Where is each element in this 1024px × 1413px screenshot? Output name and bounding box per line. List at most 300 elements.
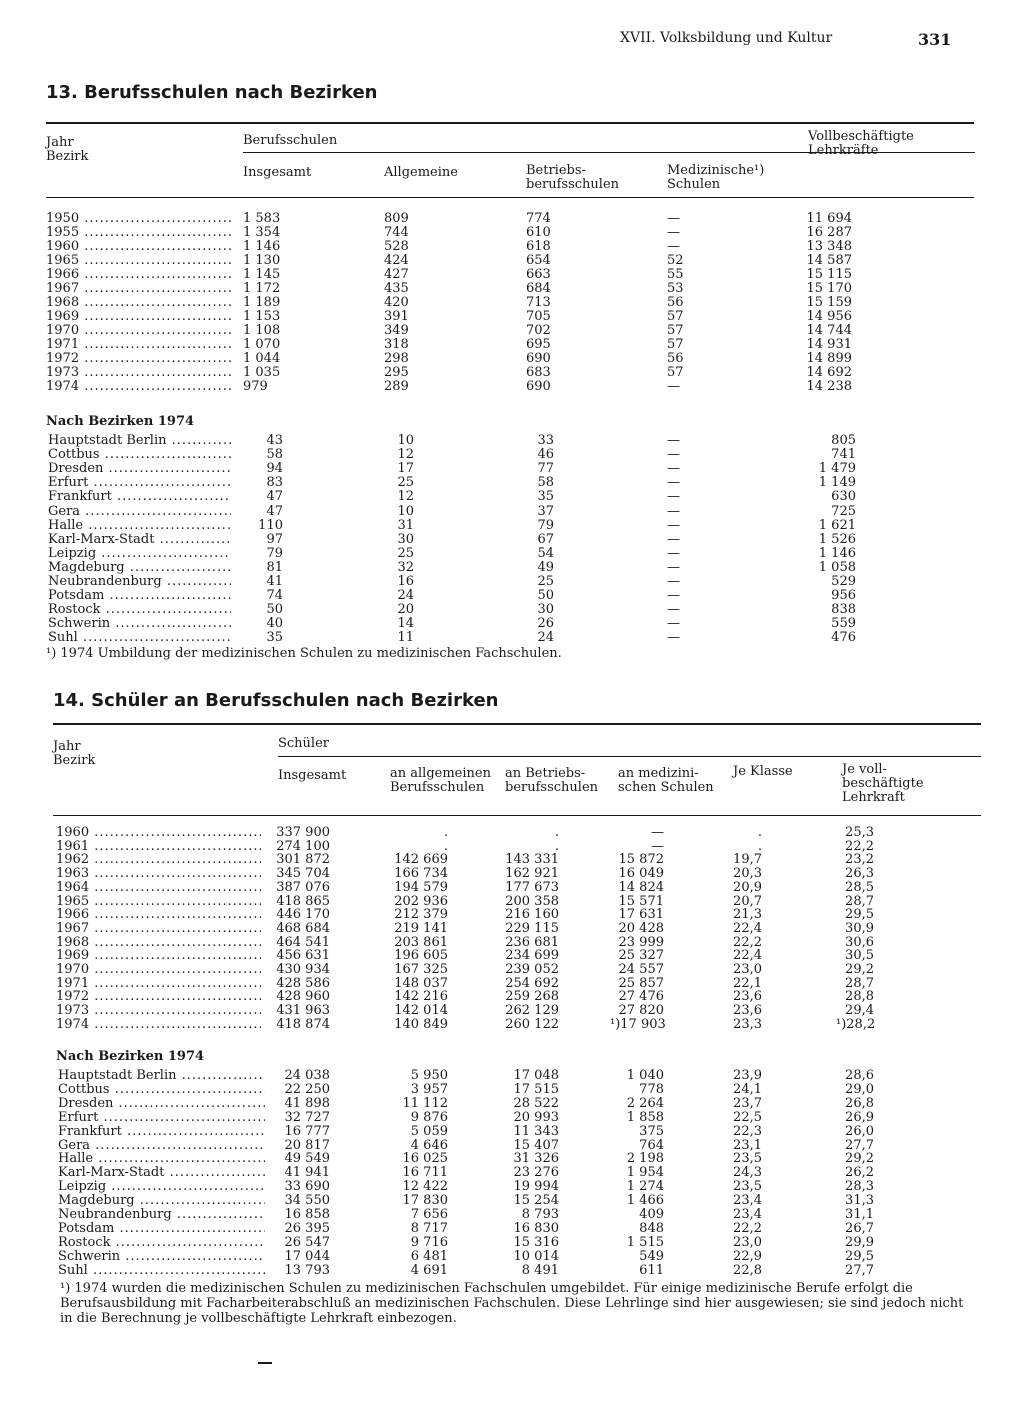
- table14-district-row: [0, 1139, 1024, 1153]
- table14-year-row: [0, 963, 1024, 977]
- table14-title: 14. Schüler an Berufsschulen nach Bezirken: [53, 690, 499, 711]
- table13-year-row: [0, 352, 1024, 366]
- cell-lehrkraft: 27,7: [845, 1262, 874, 1278]
- table13-year-row: [0, 338, 1024, 352]
- cell-betriebsberufsschulen: 50: [537, 588, 554, 604]
- cell-betriebs: 11 343: [513, 1123, 559, 1139]
- cell-insgesamt: 35: [266, 630, 283, 646]
- cell-betriebsberufsschulen: 49: [537, 559, 554, 575]
- row-label: 1963 .....: [56, 867, 261, 881]
- cell-insgesamt: 468 684: [276, 920, 330, 936]
- cell-lehrkraefte: 14 238: [806, 379, 852, 394]
- cell-klasse: 22,4: [733, 920, 762, 936]
- cell-lehrkraft: ¹)28,2: [836, 1016, 876, 1032]
- cell-lehrkraft: 31,1: [845, 1207, 874, 1222]
- cell-lehrkraefte: 630: [831, 489, 856, 505]
- row-label: 1969 .....: [56, 949, 261, 963]
- cell-allgemeine: 32: [397, 559, 414, 575]
- cell-klasse: 22,4: [733, 948, 762, 964]
- table14-header-medizin: an medizini- schen Schulen: [618, 766, 714, 795]
- table13-district-row: [0, 462, 1024, 476]
- table13-district-row: [0, 533, 1024, 547]
- cell-insgesamt: 13 793: [284, 1262, 330, 1278]
- cell-medizin: —: [651, 838, 664, 854]
- cell-klasse: 23,4: [733, 1193, 762, 1209]
- cell-insgesamt: 274 100: [276, 838, 330, 854]
- cell-medizin: 764: [639, 1137, 664, 1153]
- cell-allgemeine: 30: [397, 531, 414, 547]
- table14-district-row: [0, 1250, 1024, 1264]
- cell-klasse: 24,1: [733, 1081, 762, 1097]
- cell-lehrkraefte: 14 692: [806, 365, 852, 380]
- cell-klasse: 23,7: [733, 1095, 762, 1111]
- cell-lehrkraefte: 15 115: [806, 267, 852, 282]
- table14-district-row: [0, 1083, 1024, 1097]
- table13-district-row: [0, 547, 1024, 561]
- cell-medizin: 24 557: [618, 962, 664, 977]
- table13-subheading: Nach Bezirken 1974: [46, 414, 195, 429]
- cell-klasse: 22,5: [733, 1109, 762, 1125]
- cell-betriebsberufsschulen: 30: [537, 602, 554, 618]
- cell-medizin: 611: [639, 1262, 664, 1278]
- row-label: 1974 .....: [46, 380, 231, 394]
- row-label: 1965 .....: [56, 895, 261, 909]
- cell-lehrkraefte: 1 149: [818, 475, 856, 491]
- cell-medizinische: —: [667, 475, 680, 491]
- row-label: Rostock .....: [48, 603, 231, 617]
- cell-allgemein: 142 669: [394, 852, 448, 868]
- cell-lehrkraefte: 16 287: [806, 225, 852, 240]
- cell-medizinische: 56: [667, 351, 684, 366]
- cell-allgemeine: 424: [384, 253, 409, 268]
- row-label: Cottbus .....: [58, 1083, 265, 1097]
- cell-insgesamt: 464 541: [276, 934, 330, 950]
- table13-district-row: [0, 561, 1024, 575]
- cell-betriebs: 236 681: [505, 934, 559, 950]
- cell-medizin: 15 571: [618, 893, 664, 909]
- cell-medizinische: —: [667, 225, 680, 240]
- row-label: Schwerin .....: [48, 617, 231, 631]
- cell-allgemeine: 24: [397, 588, 414, 604]
- cell-lehrkraefte: 1 058: [818, 559, 856, 575]
- row-label: 1971 .....: [56, 977, 261, 991]
- row-label: 1965 .....: [46, 254, 231, 268]
- cell-lehrkraft: 28,8: [845, 989, 874, 1005]
- table13-year-row: [0, 268, 1024, 282]
- table14-district-row: [0, 1264, 1024, 1278]
- cell-allgemeine: 31: [397, 517, 414, 533]
- cell-lehrkraft: 26,8: [845, 1095, 874, 1111]
- cell-insgesamt: 26 547: [284, 1234, 330, 1250]
- cell-allgemeine: 349: [384, 323, 409, 338]
- cell-allgemeine: 10: [397, 433, 414, 448]
- cell-insgesamt: 34 550: [284, 1193, 330, 1209]
- cell-allgemein: 8 717: [410, 1220, 448, 1236]
- cell-insgesamt: 456 631: [276, 948, 330, 964]
- cell-insgesamt: 301 872: [276, 852, 330, 868]
- cell-medizinische: 55: [667, 267, 684, 282]
- cell-allgemein: 148 037: [394, 975, 448, 991]
- row-label: Suhl .....: [58, 1264, 265, 1278]
- cell-klasse: 23,6: [733, 989, 762, 1005]
- cell-medizin: 409: [639, 1207, 664, 1222]
- cell-allgemein: 142 216: [394, 989, 448, 1005]
- row-label: Cottbus .....: [48, 448, 231, 462]
- cell-insgesamt: 26 395: [284, 1220, 330, 1236]
- row-label: Magdeburg .....: [48, 561, 231, 575]
- cell-betriebsberufsschulen: 79: [537, 517, 554, 533]
- table13-title: 13. Berufsschulen nach Bezirken: [46, 82, 378, 103]
- cell-insgesamt: 418 874: [276, 1016, 330, 1032]
- cell-betriebsberufsschulen: 67: [537, 531, 554, 547]
- cell-allgemein: 12 422: [402, 1179, 448, 1195]
- cell-betriebsberufsschulen: 35: [537, 489, 554, 505]
- cell-medizin: 375: [639, 1123, 664, 1139]
- cell-insgesamt: 58: [266, 447, 283, 463]
- table13-year-row: [0, 254, 1024, 268]
- row-label: 1960 .....: [46, 240, 231, 254]
- row-label: 1964 .....: [56, 881, 261, 895]
- row-label: Neubrandenburg .....: [48, 575, 231, 589]
- cell-medizin: 2 264: [626, 1095, 664, 1111]
- table14-header-betriebs: an Betriebs- berufsschulen: [505, 766, 599, 795]
- cell-lehrkraft: 26,9: [845, 1109, 874, 1125]
- table14-district-row: [0, 1152, 1024, 1166]
- cell-insgesamt: 337 900: [276, 825, 330, 840]
- cell-allgemeine: 12: [397, 489, 414, 505]
- table14-year-row: [0, 1018, 1024, 1032]
- table14-district-row: [0, 1208, 1024, 1222]
- cell-insgesamt: 1 153: [243, 309, 281, 324]
- cell-betriebs: .: [554, 838, 559, 854]
- cell-betriebsberufsschulen: 25: [537, 574, 554, 589]
- row-label: Halle .....: [58, 1152, 265, 1166]
- cell-betriebsberufsschulen: 663: [526, 267, 551, 282]
- row-label: Potsdam .....: [48, 589, 231, 603]
- table14-district-row: [0, 1236, 1024, 1250]
- row-label: 1973 .....: [56, 1004, 261, 1018]
- cell-betriebs: 23 276: [513, 1165, 559, 1181]
- table13-district-row: [0, 603, 1024, 617]
- table13-footnote: ¹) 1974 Umbildung der medizinischen Schulen zu medizinischen Fachschulen.: [46, 646, 562, 661]
- cell-betriebsberufsschulen: 618: [526, 239, 551, 254]
- cell-medizin: 2 198: [626, 1151, 664, 1167]
- cell-medizinische: 56: [667, 295, 684, 310]
- table13-year-row: [0, 240, 1024, 254]
- cell-lehrkraft: 26,3: [845, 866, 874, 882]
- cell-medizin: 1 466: [626, 1193, 664, 1209]
- page-bottom-mark: [258, 1362, 272, 1364]
- cell-lehrkraefte: 14 899: [806, 351, 852, 366]
- row-label: Magdeburg .....: [58, 1194, 265, 1208]
- cell-medizin: 1 274: [626, 1179, 664, 1195]
- cell-medizin: —: [651, 825, 664, 840]
- table13-district-row: [0, 575, 1024, 589]
- cell-allgemeine: 528: [384, 239, 409, 254]
- row-label: Leipzig .....: [48, 547, 231, 561]
- cell-klasse: 22,9: [733, 1248, 762, 1264]
- row-label: 1955 .....: [46, 226, 231, 240]
- cell-insgesamt: 16 858: [284, 1207, 330, 1222]
- cell-betriebs: 15 407: [513, 1137, 559, 1153]
- cell-insgesamt: 16 777: [284, 1123, 330, 1139]
- row-label: Frankfurt .....: [48, 490, 231, 504]
- cell-insgesamt: 49 549: [284, 1151, 330, 1167]
- cell-betriebsberufsschulen: 654: [526, 253, 551, 268]
- cell-betriebsberufsschulen: 77: [537, 461, 554, 477]
- cell-betriebsberufsschulen: 683: [526, 365, 551, 380]
- cell-medizinische: —: [667, 545, 680, 561]
- cell-betriebs: 10 014: [513, 1248, 559, 1264]
- cell-klasse: 23,1: [733, 1137, 762, 1153]
- cell-betriebs: 8 793: [521, 1207, 559, 1222]
- cell-allgemein: 11 112: [402, 1095, 448, 1111]
- cell-betriebs: 200 358: [505, 893, 559, 909]
- cell-allgemeine: 744: [384, 225, 409, 240]
- table14-header-group: Schüler: [278, 736, 329, 751]
- cell-medizin: 1 858: [626, 1109, 664, 1125]
- cell-allgemeine: 420: [384, 295, 409, 310]
- cell-klasse: 20,3: [733, 866, 762, 882]
- row-label: Potsdam .....: [58, 1222, 265, 1236]
- cell-lehrkraft: 31,3: [845, 1193, 874, 1209]
- row-label: 1968 .....: [46, 296, 231, 310]
- cell-betriebs: 28 522: [513, 1095, 559, 1111]
- table14-year-row: [0, 881, 1024, 895]
- cell-betriebs: 260 122: [505, 1016, 559, 1032]
- row-label: Gera .....: [58, 1139, 265, 1153]
- row-label: Hauptstadt Berlin .....: [58, 1069, 265, 1083]
- row-label: Rostock .....: [58, 1236, 265, 1250]
- cell-klasse: 22,3: [733, 1123, 762, 1139]
- cell-klasse: 23,0: [733, 1234, 762, 1250]
- table13-district-row: [0, 519, 1024, 533]
- cell-insgesamt: 1 070: [243, 337, 281, 352]
- cell-klasse: 24,3: [733, 1165, 762, 1181]
- table13-district-row: [0, 617, 1024, 631]
- row-label: Erfurt .....: [48, 476, 231, 490]
- cell-allgemein: .: [443, 838, 448, 854]
- table14-subheading: Nach Bezirken 1974: [56, 1049, 205, 1064]
- cell-insgesamt: 1 035: [243, 365, 281, 380]
- cell-betriebs: 16 830: [513, 1220, 559, 1236]
- cell-lehrkraft: 26,2: [845, 1165, 874, 1181]
- cell-insgesamt: 33 690: [284, 1179, 330, 1195]
- table13-district-row: [0, 434, 1024, 448]
- cell-lehrkraefte: 14 931: [806, 337, 852, 352]
- cell-betriebsberufsschulen: 46: [537, 447, 554, 463]
- cell-klasse: 23,6: [733, 1003, 762, 1019]
- cell-lehrkraefte: 559: [831, 616, 856, 632]
- row-label: 1960 .....: [56, 826, 261, 840]
- row-label: 1962 .....: [56, 853, 261, 867]
- cell-insgesamt: 41 898: [284, 1095, 330, 1111]
- cell-insgesamt: 74: [266, 588, 283, 604]
- cell-allgemein: 4 691: [410, 1262, 448, 1278]
- cell-medizin: 27 476: [618, 989, 664, 1005]
- row-label: 1971 .....: [46, 338, 231, 352]
- cell-medizinische: —: [667, 531, 680, 547]
- cell-betriebsberufsschulen: 24: [537, 630, 554, 646]
- cell-medizinische: —: [667, 239, 680, 254]
- cell-allgemeine: 298: [384, 351, 409, 366]
- cell-medizin: 1 954: [626, 1165, 664, 1181]
- table13-district-row: [0, 476, 1024, 490]
- cell-allgemein: .: [443, 825, 448, 840]
- cell-medizinische: 57: [667, 365, 684, 380]
- cell-medizin: 549: [639, 1248, 664, 1264]
- cell-insgesamt: 1 583: [243, 211, 281, 226]
- table14-district-row: [0, 1069, 1024, 1083]
- cell-medizinische: 57: [667, 309, 684, 324]
- cell-betriebs: 17 048: [513, 1068, 559, 1083]
- cell-lehrkraft: 23,2: [845, 852, 874, 868]
- cell-lehrkraefte: 838: [831, 602, 856, 618]
- cell-medizinische: —: [667, 517, 680, 533]
- table13-district-row: [0, 448, 1024, 462]
- row-label: 1961 .....: [56, 840, 261, 854]
- cell-insgesamt: 430 934: [276, 962, 330, 977]
- table13-year-row: [0, 380, 1024, 394]
- row-label: Dresden .....: [58, 1097, 265, 1111]
- row-label: 1967 .....: [46, 282, 231, 296]
- row-label: Neubrandenburg .....: [58, 1208, 265, 1222]
- cell-klasse: 23,3: [733, 1016, 762, 1032]
- cell-betriebs: 229 115: [505, 920, 559, 936]
- cell-lehrkraefte: 11 694: [806, 211, 852, 226]
- cell-insgesamt: 418 865: [276, 893, 330, 909]
- row-label: Schwerin .....: [58, 1250, 265, 1264]
- cell-betriebs: 177 673: [505, 879, 559, 895]
- cell-insgesamt: 41: [266, 574, 283, 589]
- cell-lehrkraefte: 805: [831, 433, 856, 448]
- cell-lehrkraft: 28,7: [845, 893, 874, 909]
- cell-allgemein: 140 849: [394, 1016, 448, 1032]
- cell-allgemeine: 12: [397, 447, 414, 463]
- cell-klasse: 22,2: [733, 934, 762, 950]
- cell-lehrkraefte: 1 526: [818, 531, 856, 547]
- table13-top-rule: [46, 122, 974, 124]
- table14-year-row: [0, 826, 1024, 840]
- table14-district-row: [0, 1222, 1024, 1236]
- cell-allgemeine: 435: [384, 281, 409, 296]
- cell-klasse: .: [757, 825, 762, 840]
- cell-insgesamt: 1 145: [243, 267, 281, 282]
- cell-lehrkraft: 25,3: [845, 825, 874, 840]
- cell-lehrkraft: 30,9: [845, 920, 874, 936]
- cell-medizin: 25 327: [618, 948, 664, 964]
- cell-insgesamt: 97: [266, 531, 283, 547]
- cell-klasse: 23,9: [733, 1068, 762, 1083]
- cell-lehrkraefte: 14 956: [806, 309, 852, 324]
- cell-medizin: 848: [639, 1220, 664, 1236]
- table14-year-row: [0, 922, 1024, 936]
- row-label: 1969 .....: [46, 310, 231, 324]
- cell-insgesamt: 24 038: [284, 1068, 330, 1083]
- table13-header-betriebs: Betriebs- berufsschulen: [526, 163, 620, 192]
- cell-allgemein: 142 014: [394, 1003, 448, 1019]
- cell-lehrkraft: 28,6: [845, 1068, 874, 1083]
- row-label: 1970 .....: [56, 963, 261, 977]
- table13-header-row-label: Jahr Bezirk: [46, 135, 89, 164]
- cell-allgemein: 203 861: [394, 934, 448, 950]
- cell-betriebs: 216 160: [505, 907, 559, 923]
- row-label: 1967 .....: [56, 922, 261, 936]
- table14-district-row: [0, 1097, 1024, 1111]
- cell-allgemeine: 391: [384, 309, 409, 324]
- cell-allgemeine: 25: [397, 545, 414, 561]
- row-label: 1966 .....: [56, 908, 261, 922]
- row-label: Hauptstadt Berlin .....: [48, 434, 231, 448]
- cell-allgemeine: 289: [384, 379, 409, 394]
- cell-allgemein: 196 605: [394, 948, 448, 964]
- cell-insgesamt: 110: [258, 517, 283, 533]
- row-label: 1974 .....: [56, 1018, 261, 1032]
- cell-betriebs: 8 491: [521, 1262, 559, 1278]
- cell-betriebs: 143 331: [505, 852, 559, 868]
- cell-medizinische: —: [667, 588, 680, 604]
- cell-lehrkraefte: 14 744: [806, 323, 852, 338]
- cell-betriebsberufsschulen: 37: [537, 503, 554, 519]
- cell-medizinische: —: [667, 461, 680, 477]
- cell-insgesamt: 1 108: [243, 323, 281, 338]
- cell-lehrkraft: 30,6: [845, 934, 874, 950]
- table14-district-row: [0, 1180, 1024, 1194]
- table14-header-rule: [53, 815, 981, 816]
- table14-header-insgesamt: Insgesamt: [278, 768, 347, 783]
- cell-medizinische: 57: [667, 337, 684, 352]
- cell-insgesamt: 22 250: [284, 1081, 330, 1097]
- cell-medizin: 17 631: [618, 907, 664, 923]
- cell-betriebsberufsschulen: 695: [526, 337, 551, 352]
- cell-insgesamt: 1 130: [243, 253, 281, 268]
- cell-medizin: 14 824: [618, 879, 664, 895]
- cell-medizinische: —: [667, 489, 680, 505]
- table13-header-lehrkraefte: Vollbeschäftigte Lehrkräfte: [808, 129, 914, 158]
- cell-betriebs: 262 129: [505, 1003, 559, 1019]
- cell-betriebs: 254 692: [505, 975, 559, 991]
- row-label: Suhl .....: [48, 631, 231, 645]
- cell-medizinische: —: [667, 379, 680, 394]
- table13-header-medizinische: Medizinische¹) Schulen: [667, 163, 765, 192]
- table14-district-row: [0, 1111, 1024, 1125]
- table13-district-row: [0, 631, 1024, 645]
- cell-klasse: 23,4: [733, 1207, 762, 1222]
- cell-lehrkraefte: 1 146: [818, 545, 856, 561]
- cell-klasse: .: [757, 838, 762, 854]
- cell-medizin: 16 049: [618, 866, 664, 882]
- cell-lehrkraft: 29,2: [845, 1151, 874, 1167]
- cell-insgesamt: 17 044: [284, 1248, 330, 1264]
- cell-lehrkraft: 27,7: [845, 1137, 874, 1153]
- cell-betriebs: 31 326: [513, 1151, 559, 1167]
- cell-allgemein: 212 379: [394, 907, 448, 923]
- cell-allgemeine: 809: [384, 211, 409, 226]
- row-label: Frankfurt .....: [58, 1125, 265, 1139]
- cell-betriebsberufsschulen: 713: [526, 295, 551, 310]
- row-label: Gera .....: [48, 505, 231, 519]
- cell-betriebsberufsschulen: 610: [526, 225, 551, 240]
- table13-header-group: Berufsschulen: [243, 133, 338, 148]
- cell-insgesamt: 81: [266, 559, 283, 575]
- cell-betriebs: 20 993: [513, 1109, 559, 1125]
- cell-klasse: 19,7: [733, 852, 762, 868]
- cell-allgemein: 5 059: [410, 1123, 448, 1139]
- cell-lehrkraefte: 956: [831, 588, 856, 604]
- page-number: 331: [918, 30, 952, 49]
- cell-lehrkraft: 26,0: [845, 1123, 874, 1139]
- cell-lehrkraefte: 14 587: [806, 253, 852, 268]
